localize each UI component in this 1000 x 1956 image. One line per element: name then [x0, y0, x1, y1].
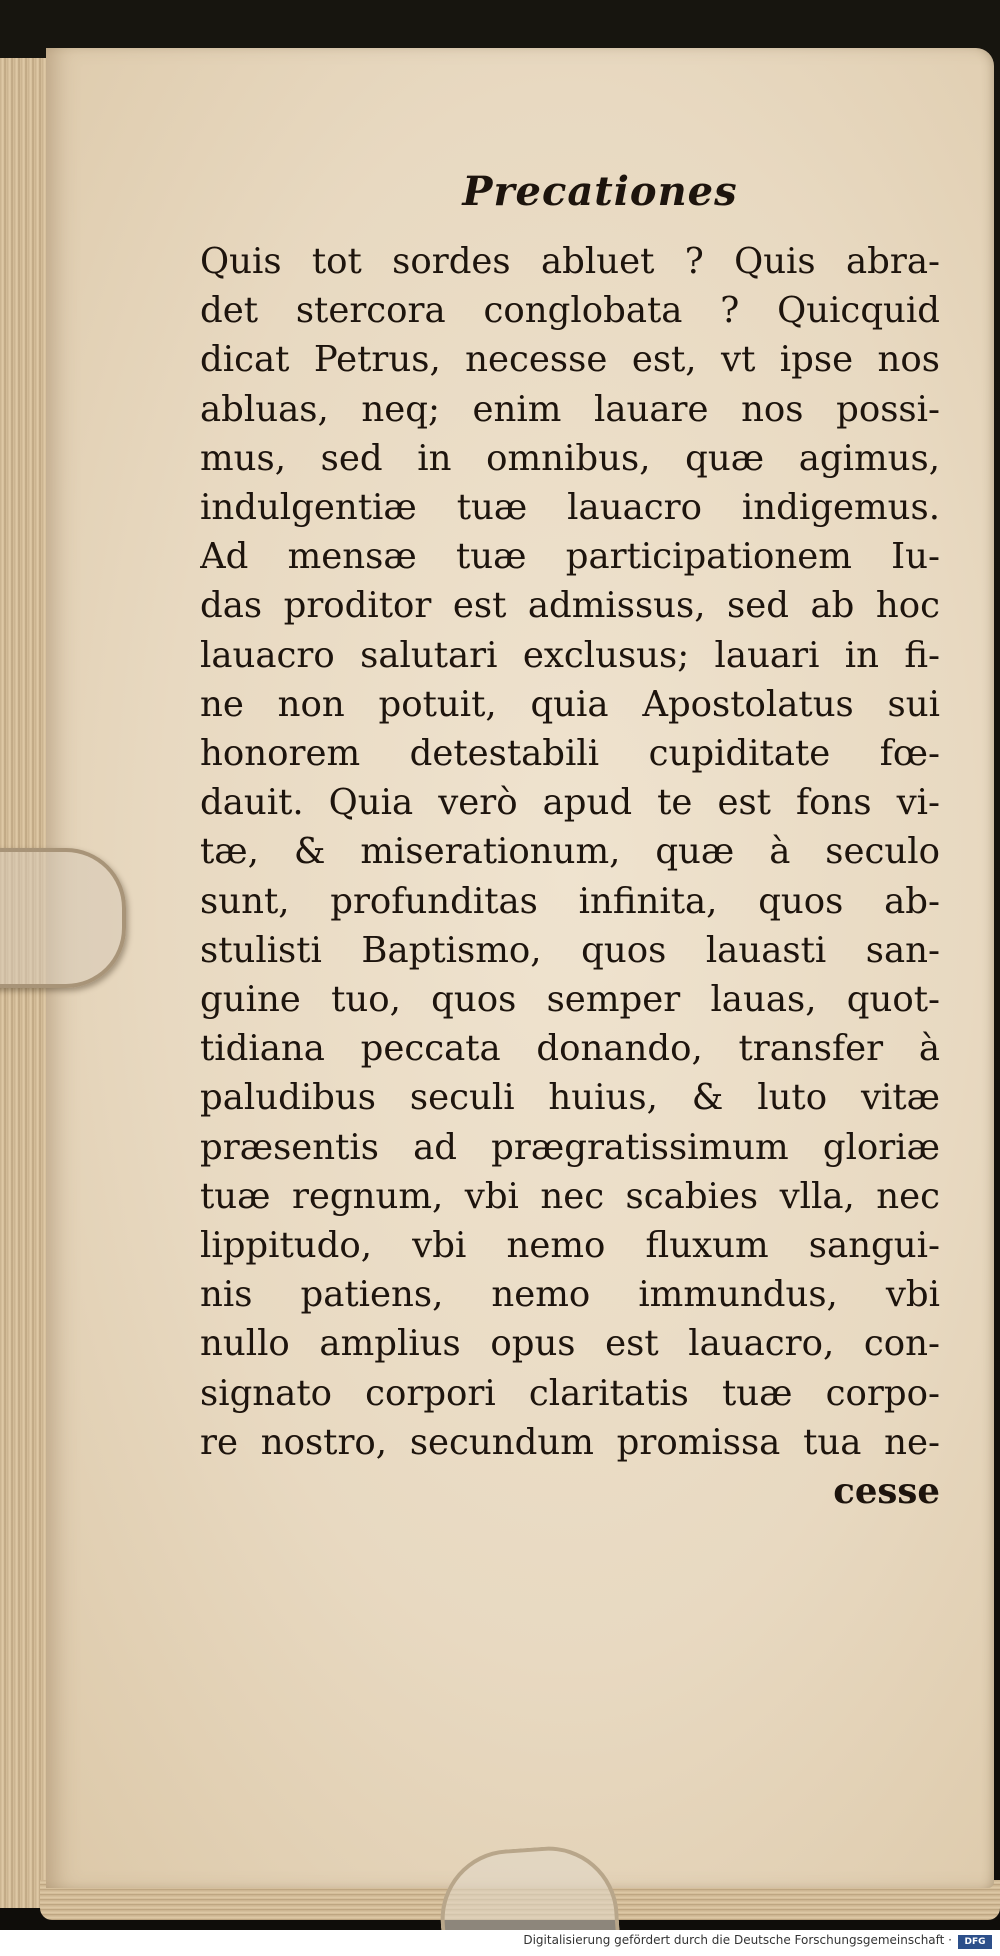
page-weight-strap-left — [0, 848, 126, 988]
text-line: sunt, profunditas infinita, quos ab- — [200, 880, 940, 922]
text-line: re nostro, secundum promissa tua ne- — [200, 1421, 940, 1463]
body-text — [200, 237, 960, 1467]
text-line: Ad mensæ tuæ participationem Iu- — [200, 536, 940, 578]
text-line: præsentis ad prægratissimum gloriæ — [200, 1126, 940, 1168]
text-line: det stercora conglobata ? Quicquid — [200, 290, 940, 332]
footer-bar — [0, 1930, 1000, 1956]
running-head: Precationes — [462, 168, 738, 215]
text-line: Quis tot sordes abluet ? Quis abra- — [200, 241, 940, 282]
text-line: tuæ regnum, vbi nec scabies vlla, nec — [200, 1175, 940, 1217]
dfg-logo: DFG — [958, 1935, 992, 1949]
text-line: nis patiens, nemo immundus, vbi — [200, 1274, 940, 1316]
text-line: dicat Petrus, necesse est, vt ipse nos — [200, 339, 940, 381]
text-line: tidiana peccata donando, transfer à — [200, 1028, 940, 1070]
text-line: indulgentiæ tuæ lauacro indigemus. — [200, 487, 940, 529]
text-line: tæ, & miserationum, quæ à seculo — [200, 831, 940, 873]
book — [0, 48, 1000, 1920]
catchword: cesse — [833, 1471, 940, 1513]
text-line: stulisti Baptismo, quos lauasti san- — [200, 929, 940, 971]
text-line: guine tuo, quos semper lauas, quot- — [200, 979, 940, 1021]
text-line: abluas, neq; enim lauare nos possi- — [200, 388, 940, 430]
text-line: lauacro salutari exclusus; lauari in fi- — [200, 634, 940, 676]
text-line: honorem detestabili cupiditate fœ- — [200, 733, 940, 775]
text-line: signato corpori claritatis tuæ corpo- — [200, 1372, 940, 1414]
text-line: mus, sed in omnibus, quæ agimus, — [200, 437, 940, 479]
text-line: das proditor est admissus, sed ab hoc — [200, 585, 940, 627]
footer-credit: Digitalisierung gefördert durch die Deutsche Forschungsgemeinschaft · — [523, 1933, 952, 1947]
text-line: nullo amplius opus est lauacro, con- — [200, 1323, 940, 1365]
page-text — [200, 168, 960, 1516]
text-line: lippitudo, vbi nemo fluxum sangui- — [200, 1225, 940, 1267]
text-line: paludibus seculi huius, & luto vitæ — [200, 1077, 940, 1119]
text-line: dauit. Quia verò apud te est fons vi- — [200, 782, 940, 824]
text-line: ne non potuit, quia Apostolatus sui — [200, 683, 940, 725]
